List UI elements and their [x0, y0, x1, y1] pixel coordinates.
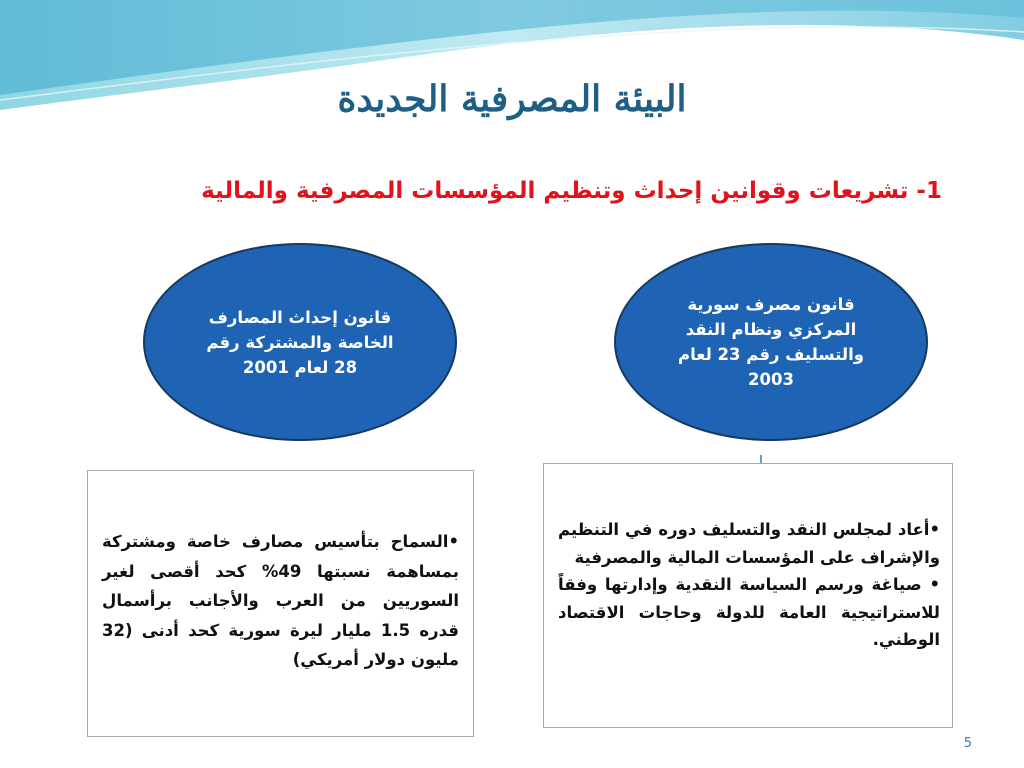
right-details-text: •أعاد لمجلس النقد والتسليف دوره في التنظيم والإشراف على المؤسسات المالية والمصرفية • صياغة ورسم السياسة النقدية وإدارتها وفقاً للاستراتيجية العامة للدولة وحاجات الاقتصاد الوطني.: [558, 520, 940, 649]
left-details-text: •السماح بتأسيس مصارف خاصة ومشتركة بمساهمة نسبتها 49% كحد أقصى لغير السوريين من العرب والأجانب برأسمال قدره 1.5 مليار ليرة سورية كحد أدنى (32 مليون دولار أمريكي): [102, 532, 459, 669]
left-details-box: [87, 470, 474, 737]
ellipse-law-central-bank: [614, 243, 928, 441]
right-details-box: [543, 463, 953, 728]
slide-title: البيئة المصرفية الجديدة: [337, 78, 687, 120]
slide-subtitle: 1- تشريعات وقوانين إحداث وتنظيم المؤسسات المصرفية والمالية: [201, 178, 942, 204]
page-number: 5: [963, 736, 972, 751]
ellipse-law-private-banks-text: قانون إحداث المصارف الخاصة والمشتركة رقم 28 لعام 2001: [206, 307, 394, 377]
ellipse-law-central-bank-text: قانون مصرف سورية المركزي ونظام النقد والتسليف رقم 23 لعام 2003: [678, 295, 864, 389]
ellipse-law-private-banks: [143, 243, 457, 441]
